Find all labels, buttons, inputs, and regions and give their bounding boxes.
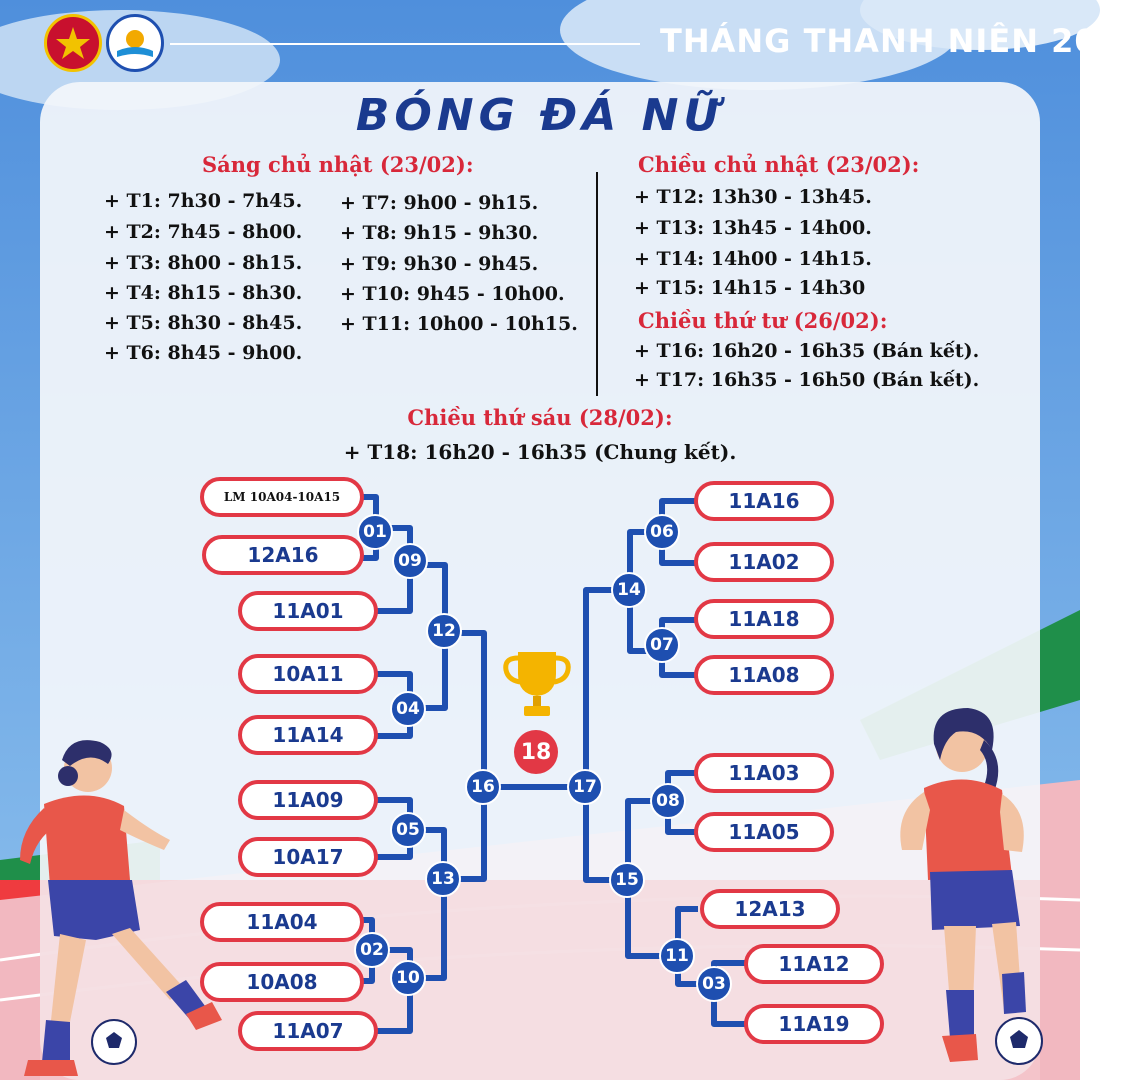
- team-box: 11A04: [200, 902, 364, 942]
- team-box: 11A09: [238, 780, 378, 820]
- team-box: 11A12: [744, 944, 884, 984]
- match-node: 14: [611, 572, 647, 608]
- team-box: 11A14: [238, 715, 378, 755]
- team-box: 11A02: [694, 542, 834, 582]
- match-node: 11: [659, 938, 695, 974]
- team-box: 11A08: [694, 655, 834, 695]
- team-box: 10A11: [238, 654, 378, 694]
- match-node: 16: [465, 769, 501, 805]
- match-node: 03: [696, 966, 732, 1002]
- team-box: 11A07: [238, 1011, 378, 1051]
- time-slot: + T14: 14h00 - 14h15.: [634, 248, 872, 270]
- team-box: 11A03: [694, 753, 834, 793]
- match-node: 15: [609, 862, 645, 898]
- match-node: 02: [354, 932, 390, 968]
- team-box: 10A17: [238, 837, 378, 877]
- team-box: 11A18: [694, 599, 834, 639]
- match-node: 01: [357, 514, 393, 550]
- match-node: 07: [644, 627, 680, 663]
- team-box: 10A08: [200, 962, 364, 1002]
- time-slot: + T16: 16h20 - 16h35 (Bán kết).: [634, 340, 980, 362]
- team-box: LM 10A04-10A15: [200, 477, 364, 517]
- time-slot: + T3: 8h00 - 8h15.: [104, 252, 303, 274]
- final-time-slot: + T18: 16h20 - 16h35 (Chung kết).: [343, 440, 737, 464]
- time-slot: + T6: 8h45 - 9h00.: [104, 342, 303, 364]
- team-box: 12A13: [700, 889, 840, 929]
- soccer-player-standing: [880, 700, 1080, 1080]
- match-node: 09: [392, 543, 428, 579]
- event-title: THÁNG THANH NIÊN 2025: [660, 22, 1144, 60]
- match-node: 10: [390, 960, 426, 996]
- time-slot: + T10: 9h45 - 10h00.: [340, 283, 565, 305]
- page-title: BÓNG ĐÁ NỮ: [355, 90, 725, 141]
- time-slot: + T17: 16h35 - 16h50 (Bán kết).: [634, 369, 980, 391]
- team-box: 12A16: [202, 535, 364, 575]
- time-slot: + T11: 10h00 - 10h15.: [340, 313, 578, 335]
- match-node: 08: [650, 783, 686, 819]
- time-slot: + T9: 9h30 - 9h45.: [340, 253, 539, 275]
- match-node: 05: [390, 812, 426, 848]
- team-box: 11A16: [694, 481, 834, 521]
- soccer-ball-icon: [90, 1018, 138, 1066]
- time-slot: + T7: 9h00 - 9h15.: [340, 192, 539, 214]
- match-node: 12: [426, 613, 462, 649]
- match-node: 13: [425, 861, 461, 897]
- time-slot: + T2: 7h45 - 8h00.: [104, 221, 303, 243]
- match-node: 06: [644, 514, 680, 550]
- time-slot: + T5: 8h30 - 8h45.: [104, 312, 303, 334]
- match-node: 17: [567, 769, 603, 805]
- match-node: 04: [390, 691, 426, 727]
- soccer-ball-icon: [994, 1016, 1044, 1066]
- team-box: 11A19: [744, 1004, 884, 1044]
- trophy-icon: [498, 646, 576, 724]
- final-match-node: 18: [514, 730, 558, 774]
- time-slot: + T15: 14h15 - 14h30: [634, 277, 866, 299]
- team-box: 11A01: [238, 591, 378, 631]
- time-slot: + T1: 7h30 - 7h45.: [104, 190, 303, 212]
- sunday-morning-title: Sáng chủ nhật (23/02):: [202, 152, 474, 177]
- time-slot: + T4: 8h15 - 8h30.: [104, 282, 303, 304]
- time-slot: + T12: 13h30 - 13h45.: [634, 186, 872, 208]
- time-slot: + T13: 13h45 - 14h00.: [634, 217, 872, 239]
- friday-afternoon-title: Chiều thứ sáu (28/02):: [407, 405, 673, 430]
- wednesday-afternoon-title: Chiều thứ tư (26/02):: [638, 308, 888, 333]
- team-box: 11A05: [694, 812, 834, 852]
- time-slot: + T8: 9h15 - 9h30.: [340, 222, 539, 244]
- sunday-afternoon-title: Chiều chủ nhật (23/02):: [638, 152, 920, 177]
